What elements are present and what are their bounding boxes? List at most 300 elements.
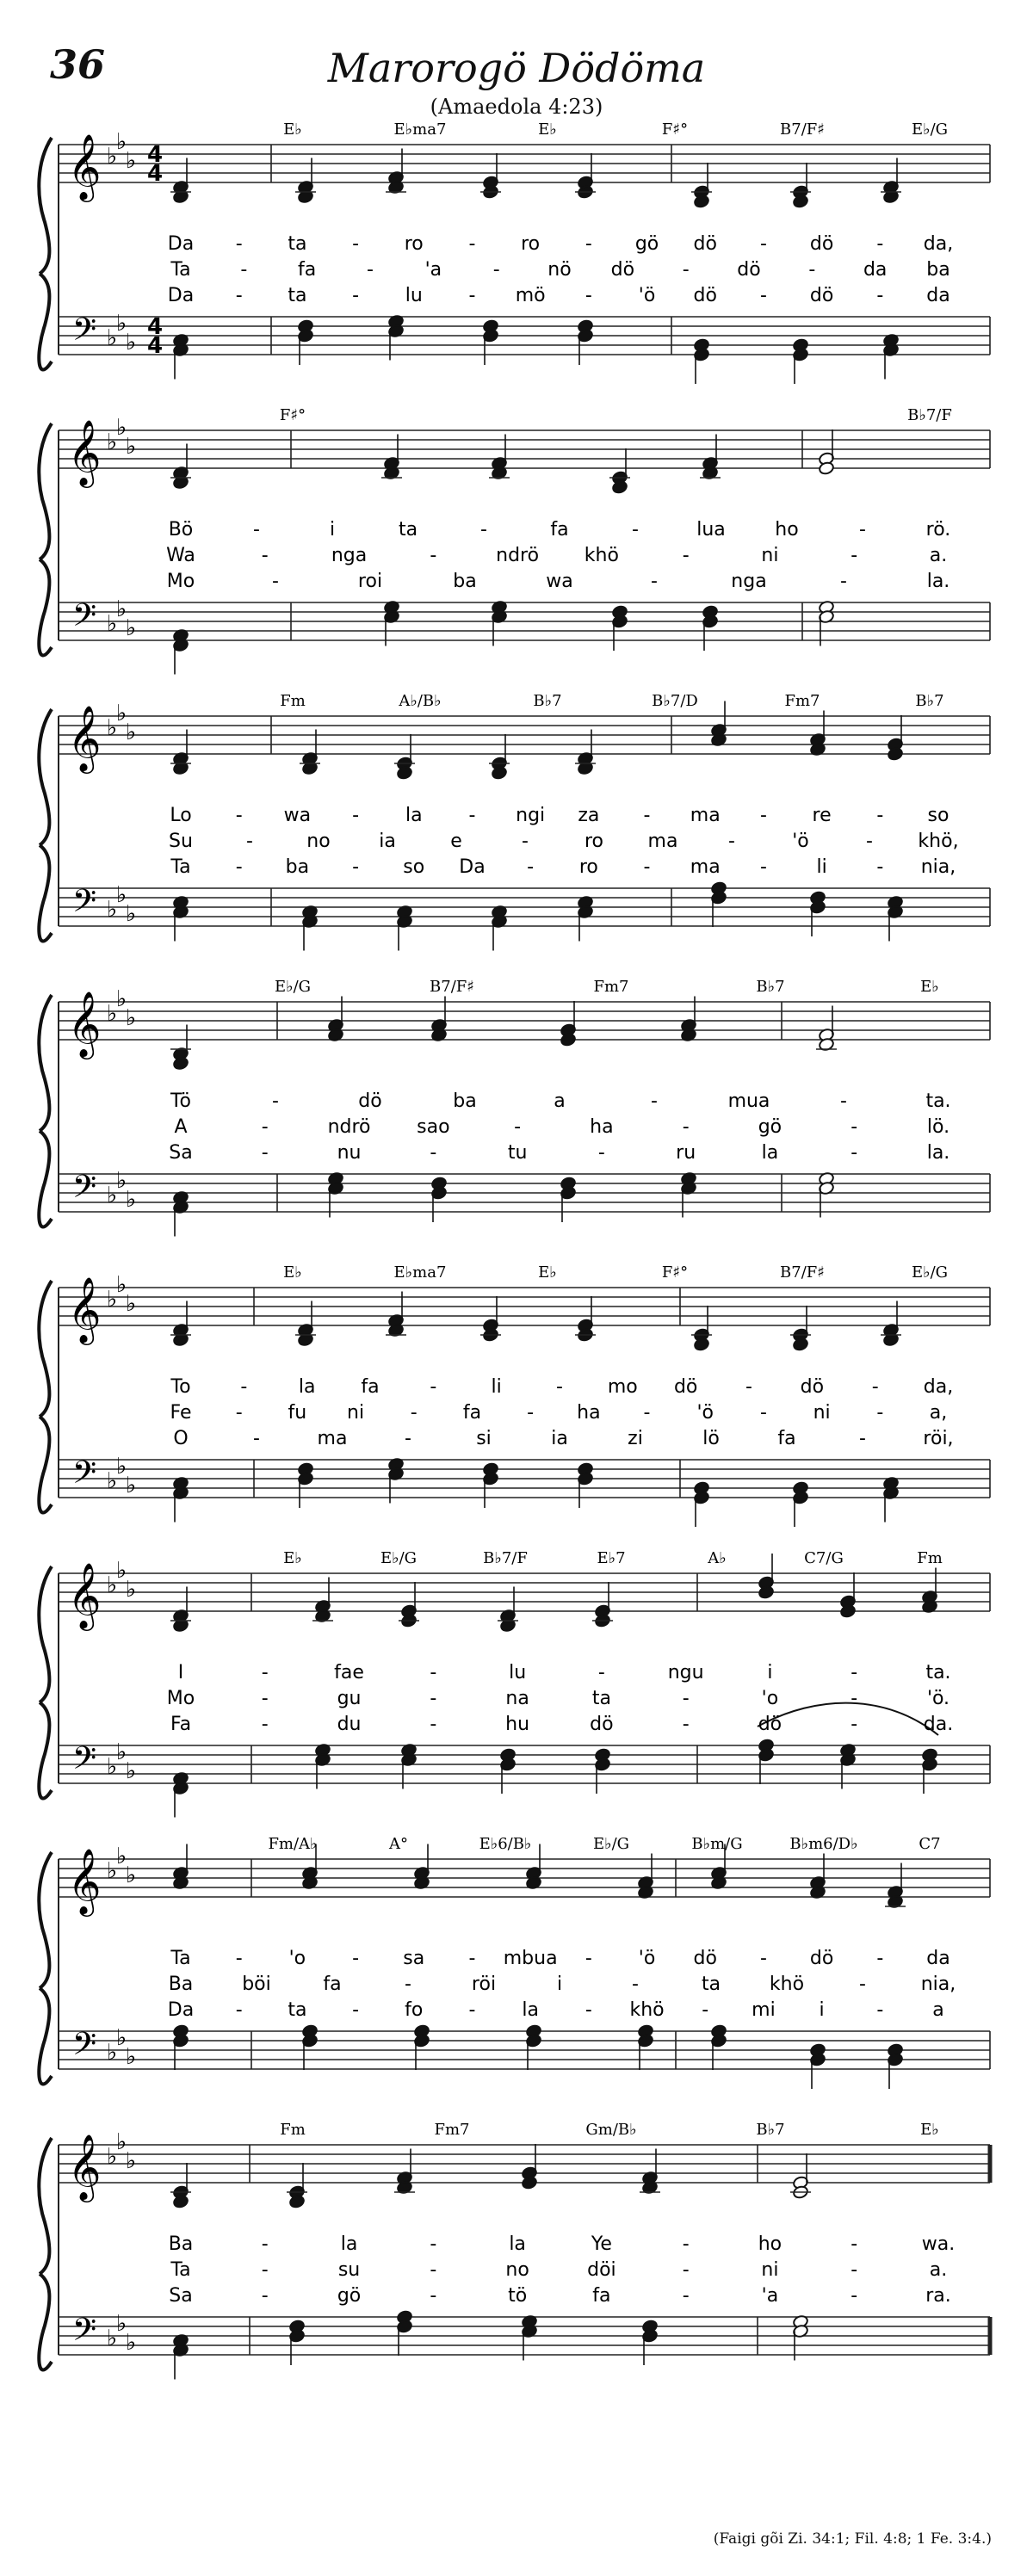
system-7-verse-2-syllable: böi — [242, 1974, 271, 1995]
system-5-chord-symbol: B7/F♯ — [780, 1263, 825, 1282]
system-1-treble-clef-icon: 𝄞 — [67, 133, 102, 200]
system-2-bass-key-flat-icon: ♭ — [106, 611, 118, 637]
system-2-verse-3-syllable: ba — [453, 571, 477, 592]
system-3-verse-1-syllable: ngi — [516, 805, 546, 826]
system-7-verse-2-syllable: ta — [701, 1974, 721, 1995]
system-4-bass-key-flat-icon: ♭ — [115, 1168, 127, 1194]
system-6-verse-1-syllable: - — [261, 1662, 269, 1683]
system-5-treble-key-flat-icon: ♭ — [125, 1291, 137, 1317]
system-6-verse-2-syllable: ta — [591, 1688, 611, 1709]
system-7-verse-2-syllable: röi — [471, 1974, 497, 1995]
system-8-verse-3-syllable: - — [261, 2285, 269, 2307]
system-7-verse-1-syllable: dö — [809, 1948, 834, 1969]
system-4-verse-3-syllable: Sa — [169, 1142, 193, 1164]
system-4-verse-1-syllable: ba — [453, 1090, 477, 1112]
system-2-verse-1-syllable: ho — [775, 519, 799, 541]
system-3-verse-1-syllable: la — [405, 805, 423, 826]
system-6-verse-3-syllable: da. — [923, 1714, 954, 1735]
system-2-bass-clef-icon: 𝄢 — [71, 597, 97, 641]
system-5-verse-1-syllable: - — [240, 1376, 248, 1398]
system-1-verse-1-syllable: - — [759, 233, 767, 255]
system-5-brace-top — [39, 1281, 52, 1417]
system-5-verse-2-syllable: fa — [462, 1402, 482, 1424]
system-8-bass-clef-icon: 𝄢 — [71, 2312, 97, 2356]
system-1-verse-2-syllable: da — [863, 259, 888, 281]
system-7-treble-key-flat-icon: ♭ — [125, 1863, 137, 1888]
system-4-bass-key-flat-icon: ♭ — [106, 1183, 118, 1208]
system-1-bass-time-sig-top: 4 — [146, 314, 164, 340]
system-8-chord-symbol: Fm7 — [434, 2121, 470, 2139]
system-8-verse-3-syllable: - — [430, 2285, 437, 2307]
system-5-verse-3-syllable: si — [476, 1428, 492, 1449]
system-7-verse-2-syllable: i — [556, 1974, 563, 1995]
system-7-treble-key-flat-icon: ♭ — [106, 1858, 118, 1884]
system-7-verse-3-syllable: a — [932, 1999, 944, 2021]
system-8-verse-3-syllable: - — [682, 2285, 690, 2307]
system-1-treble-key-flat-icon: ♭ — [125, 148, 137, 174]
system-1-verse-3-syllable: Da — [167, 285, 195, 306]
system-8-verse-3-syllable: tö — [508, 2285, 528, 2307]
system-4-verse-2-syllable: - — [851, 1116, 858, 1138]
system-2-verse-1-syllable: Bö — [168, 519, 194, 541]
system-1-verse-2-syllable: - — [682, 259, 690, 281]
system-6-verse-1-syllable: i — [767, 1662, 773, 1683]
system-8-verse-2-syllable: Ta — [170, 2259, 191, 2281]
system-8-chord-symbol: B♭7 — [756, 2121, 785, 2139]
system-1-verse-3-syllable: dö — [809, 285, 834, 306]
system-6-verse-3-syllable: Fa — [170, 1714, 192, 1735]
system-5-verse-3-syllable: zi — [628, 1428, 643, 1449]
system-4-chord-symbol: Fm7 — [593, 978, 629, 996]
system-6-verse-2-syllable: - — [851, 1688, 858, 1709]
system-6-brace-top — [39, 1566, 52, 1702]
system-6-verse-2-syllable: - — [682, 1688, 690, 1709]
system-1-verse-1-syllable: - — [235, 233, 243, 255]
system-3-chord-symbol: B♭7 — [915, 692, 944, 710]
system-7-verse-1-syllable: - — [876, 1948, 884, 1969]
system-6-brace-bottom — [39, 1702, 52, 1798]
system-4-verse-3-syllable: la — [761, 1142, 779, 1164]
system-1-verse-1-syllable: dö — [693, 233, 717, 255]
system-4-verse-3-syllable: nu — [337, 1142, 362, 1164]
system-3-chord-symbol: A♭/B♭ — [399, 692, 442, 710]
system-8-verse-2-syllable: su — [337, 2259, 361, 2281]
system-3-verse-1-syllable: Lo — [170, 805, 192, 826]
system-5-verse-1-syllable: To — [170, 1376, 191, 1398]
system-6-verse-3-syllable: dö — [590, 1714, 614, 1735]
system-1-treble-time-sig-top: 4 — [146, 142, 164, 168]
system-1-verse-3-syllable: - — [352, 285, 360, 306]
system-5-verse-2-syllable: fu — [288, 1402, 307, 1424]
system-4-verse-2-syllable: - — [261, 1116, 269, 1138]
system-5-verse-2-syllable: - — [643, 1402, 651, 1424]
system-4-chord-symbol: E♭/G — [274, 978, 312, 996]
system-2-verse-3-syllable: la. — [926, 571, 950, 592]
system-7-verse-3-syllable: khö — [629, 1999, 665, 2021]
system-4-chord-symbol: E♭ — [920, 978, 939, 996]
system-1-verse-2-syllable: - — [492, 259, 500, 281]
system-3-verse-3-syllable: so — [403, 856, 425, 878]
system-1-verse-2-syllable: fa — [298, 259, 317, 281]
system-4-verse-2-syllable: ha — [590, 1116, 614, 1138]
system-5-verse-3-syllable: - — [405, 1428, 411, 1449]
system-3-verse-1-syllable: za — [578, 805, 600, 826]
system-3-chord-symbol: Fm7 — [784, 692, 820, 710]
system-1-verse-3-syllable: - — [759, 285, 767, 306]
system-1-chord-symbol: E♭/G — [911, 120, 949, 139]
system-6-treble-key-flat-icon: ♭ — [125, 1577, 137, 1603]
system-6-verse-2-syllable: na — [505, 1688, 529, 1709]
system-1-verse-1-syllable: - — [468, 233, 476, 255]
system-6-verse-2-syllable: - — [430, 1688, 437, 1709]
system-4-verse-1-syllable: Tö — [170, 1090, 192, 1112]
system-6-chord-symbol: C7/G — [804, 1549, 844, 1567]
system-5-verse-2-syllable: Fe — [170, 1402, 192, 1424]
system-8-verse-1-syllable: la — [340, 2233, 358, 2255]
system-7-verse-3-syllable: - — [702, 1999, 709, 2021]
system-1-treble-key-flat-icon: ♭ — [106, 144, 118, 170]
system-7-verse-2-syllable: - — [859, 1974, 866, 1995]
system-6-verse-2-syllable: 'o — [761, 1688, 779, 1709]
system-8-verse-1-syllable: - — [682, 2233, 690, 2255]
system-4-verse-2-syllable: gö — [758, 1116, 782, 1138]
system-7-verse-3-syllable: - — [235, 1999, 243, 2021]
system-6-tie — [758, 1703, 938, 1735]
system-1-verse-3-syllable: mö — [515, 285, 546, 306]
system-4-verse-1-syllable: dö — [358, 1090, 382, 1112]
system-1-verse-3-syllable: - — [876, 285, 884, 306]
system-4-brace-bottom — [39, 1131, 52, 1226]
system-5-verse-2-syllable: ha — [577, 1402, 601, 1424]
system-1-verse-3-syllable: ta — [288, 285, 307, 306]
system-8-verse-1-syllable: - — [430, 2233, 437, 2255]
hymn-title: Marorogö Dödöma — [327, 45, 706, 91]
system-5-verse-2-syllable: 'ö — [696, 1402, 714, 1424]
system-7-verse-3-syllable: - — [352, 1999, 360, 2021]
system-8-verse-2-syllable: - — [261, 2259, 269, 2281]
system-6-verse-3-syllable: - — [261, 1714, 269, 1735]
system-5-chord-symbol: E♭ — [538, 1263, 557, 1282]
system-7-verse-3-syllable: - — [585, 1999, 592, 2021]
system-2-verse-2-syllable: khö — [584, 545, 619, 566]
system-7-verse-2-syllable: fa — [323, 1974, 342, 1995]
system-4-chord-symbol: B7/F♯ — [430, 978, 474, 996]
system-4-verse-3-syllable: - — [851, 1142, 858, 1164]
system-7-verse-1-syllable: sa — [403, 1948, 425, 1969]
system-5-verse-2-syllable: - — [759, 1402, 767, 1424]
system-3-treble-key-flat-icon: ♭ — [106, 715, 118, 741]
system-3-chord-symbol: B♭7/D — [652, 692, 698, 710]
system-6-verse-2-syllable: - — [261, 1688, 269, 1709]
system-3-verse-3-syllable: - — [527, 856, 535, 878]
system-3-verse-3-syllable: ma — [690, 856, 721, 878]
system-5-bass-key-flat-icon: ♭ — [125, 1473, 137, 1498]
system-7-verse-1-syllable: - — [235, 1948, 243, 1969]
system-1-bass-key-flat-icon: ♭ — [125, 330, 137, 355]
system-5-verse-2-syllable: - — [527, 1402, 535, 1424]
system-2-verse-2-syllable: a. — [929, 545, 948, 566]
system-4-verse-1-syllable: - — [651, 1090, 658, 1112]
system-5-verse-2-syllable: - — [876, 1402, 884, 1424]
system-7-verse-3-syllable: - — [876, 1999, 884, 2021]
system-3-verse-1-syllable: - — [643, 805, 651, 826]
system-3-verse-2-syllable: Su — [169, 831, 193, 852]
system-8-treble-key-flat-icon: ♭ — [106, 2144, 118, 2170]
system-6-verse-1-syllable: - — [851, 1662, 858, 1683]
system-1-verse-3-syllable: lu — [405, 285, 423, 306]
system-2-verse-1-syllable: lua — [696, 519, 726, 541]
system-4-brace-top — [39, 995, 52, 1131]
system-3-brace-bottom — [39, 845, 52, 941]
system-6-verse-2-syllable: 'ö. — [926, 1688, 950, 1709]
system-3-verse-1-syllable: - — [352, 805, 360, 826]
system-2-verse-1-syllable: - — [632, 519, 639, 541]
system-1-verse-3-syllable: dö — [693, 285, 717, 306]
system-8-verse-3-syllable: ra. — [925, 2285, 951, 2307]
system-6-verse-3-syllable: - — [430, 1714, 437, 1735]
system-5-verse-2-syllable: - — [410, 1402, 418, 1424]
system-4-bass-key-flat-icon: ♭ — [125, 1187, 137, 1213]
system-8-verse-1-syllable: Ba — [168, 2233, 194, 2255]
system-1-verse-2-syllable: dö — [610, 259, 635, 281]
system-7-brace-top — [39, 1852, 52, 1988]
system-2-verse-3-syllable: - — [272, 571, 279, 592]
system-8-chord-symbol: Gm/B♭ — [585, 2121, 637, 2139]
system-7-chord-symbol: E♭6/B♭ — [479, 1835, 532, 1853]
system-1-verse-2-syllable: ba — [926, 259, 950, 281]
system-1-verse-1-syllable: - — [876, 233, 884, 255]
system-6-verse-3-syllable: du — [337, 1714, 362, 1735]
system-1-verse-3-syllable: - — [235, 285, 243, 306]
system-3-verse-3-syllable: - — [352, 856, 360, 878]
system-7-verse-1-syllable: - — [352, 1948, 360, 1969]
system-4-treble-key-flat-icon: ♭ — [115, 986, 127, 1012]
system-2-verse-1-syllable: ta — [398, 519, 418, 541]
system-7-chord-symbol: B♭m6/D♭ — [789, 1835, 858, 1853]
system-1-bass-time-sig-bottom: 4 — [146, 333, 164, 359]
system-3-verse-1-syllable: - — [235, 805, 243, 826]
system-2-bass-key-flat-icon: ♭ — [115, 596, 127, 622]
system-7-verse-3-syllable: la — [522, 1999, 539, 2021]
system-1-verse-2-syllable: - — [367, 259, 374, 281]
system-1-verse-2-syllable: - — [240, 259, 248, 281]
system-3-verse-3-syllable: - — [876, 856, 884, 878]
system-8-verse-2-syllable: ni — [761, 2259, 779, 2281]
system-1-chord-symbol: E♭ — [538, 120, 557, 139]
system-3-verse-1-syllable: - — [468, 805, 476, 826]
system-1-verse-1-syllable: ro — [521, 233, 541, 255]
system-7-chord-symbol: Fm/A♭ — [268, 1835, 318, 1853]
system-3-bass-clef-icon: 𝄢 — [71, 883, 97, 927]
system-6-chord-symbol: E♭/G — [380, 1549, 418, 1567]
system-7-chord-symbol: E♭/G — [592, 1835, 630, 1853]
system-3-verse-3-syllable: li — [816, 856, 827, 878]
system-7-bass-key-flat-icon: ♭ — [106, 2040, 118, 2066]
system-6-verse-1-syllable: lu — [509, 1662, 527, 1683]
system-8-verse-2-syllable: - — [682, 2259, 690, 2281]
system-7-bass-clef-icon: 𝄢 — [71, 2026, 97, 2070]
system-6-chord-symbol: E♭7 — [597, 1549, 626, 1567]
system-1-verse-1-syllable: Da — [167, 233, 195, 255]
system-7-treble-clef-icon: 𝄞 — [67, 1848, 102, 1914]
system-7-verse-2-syllable: khö — [769, 1974, 805, 1995]
system-1-verse-1-syllable: gö — [634, 233, 659, 255]
system-3-verse-3-syllable: nia, — [920, 856, 956, 878]
system-7-bass-key-flat-icon: ♭ — [125, 2044, 137, 2070]
system-1-bass-key-flat-icon: ♭ — [106, 325, 118, 351]
system-3-verse-1-syllable: so — [927, 805, 949, 826]
system-2-verse-2-syllable: - — [430, 545, 437, 566]
system-3-verse-1-syllable: ma — [690, 805, 721, 826]
system-7-verse-1-syllable: dö — [693, 1948, 717, 1969]
system-8-chord-symbol: E♭ — [920, 2121, 939, 2139]
system-8-verse-3-syllable: gö — [337, 2285, 362, 2307]
system-2-verse-3-syllable: - — [651, 571, 658, 592]
system-8-verse-2-syllable: no — [505, 2259, 529, 2281]
system-5-bass-key-flat-icon: ♭ — [106, 1468, 118, 1494]
system-3-verse-2-syllable: - — [522, 831, 529, 852]
system-3-bass-key-flat-icon: ♭ — [115, 882, 127, 908]
system-1-chord-symbol: E♭ma7 — [393, 120, 447, 139]
system-6-verse-2-syllable: Mo — [166, 1688, 195, 1709]
system-4-verse-3-syllable: la. — [926, 1142, 950, 1164]
system-2-treble-key-flat-icon: ♭ — [125, 434, 137, 460]
system-8-verse-3-syllable: - — [851, 2285, 858, 2307]
system-6-verse-3-syllable: - — [682, 1714, 690, 1735]
system-3-verse-2-syllable: - — [246, 831, 253, 852]
system-6-verse-3-syllable: dö — [758, 1714, 782, 1735]
system-4-treble-key-flat-icon: ♭ — [125, 1005, 137, 1031]
system-1-chord-symbol: F♯° — [661, 120, 689, 139]
system-7-verse-2-syllable: nia, — [920, 1974, 956, 1995]
system-5-brace-bottom — [39, 1417, 52, 1512]
hymn-subtitle: (Amaedola 4:23) — [430, 95, 603, 119]
system-3-treble-key-flat-icon: ♭ — [115, 701, 127, 726]
system-1-verse-1-syllable: da, — [923, 233, 954, 255]
system-1-verse-1-syllable: - — [352, 233, 360, 255]
system-2-verse-2-syllable: - — [682, 545, 690, 566]
system-5-treble-key-flat-icon: ♭ — [106, 1287, 118, 1313]
system-8-chord-symbol: Fm — [280, 2121, 306, 2139]
system-8-treble-clef-icon: 𝄞 — [67, 2134, 102, 2200]
system-4-verse-3-syllable: - — [261, 1142, 269, 1164]
system-1-brace-bottom — [39, 274, 52, 369]
system-4-verse-2-syllable: lö. — [926, 1116, 950, 1138]
system-2-verse-3-syllable: - — [840, 571, 847, 592]
system-6-treble-key-flat-icon: ♭ — [106, 1572, 118, 1598]
system-5-verse-3-syllable: ma — [317, 1428, 348, 1449]
system-4-verse-3-syllable: ru — [676, 1142, 696, 1164]
system-2-verse-2-syllable: - — [261, 545, 269, 566]
system-2-chord-symbol: B♭7/F — [907, 406, 952, 424]
system-2-verse-3-syllable: wa — [546, 571, 573, 592]
system-5-verse-1-syllable: - — [556, 1376, 563, 1398]
system-3-verse-2-syllable: - — [866, 831, 873, 852]
system-8-verse-2-syllable: döi — [587, 2259, 616, 2281]
system-2-verse-3-syllable: Mo — [166, 571, 195, 592]
system-6-verse-1-syllable: ngu — [667, 1662, 704, 1683]
system-2-verse-1-syllable: rö. — [925, 519, 951, 541]
system-3-verse-3-syllable: ba — [285, 856, 310, 878]
system-1-verse-1-syllable: ta — [288, 233, 307, 255]
system-3-verse-2-syllable: no — [306, 831, 331, 852]
system-7-verse-2-syllable: - — [632, 1974, 639, 1995]
system-4-verse-1-syllable: - — [272, 1090, 279, 1112]
system-3-verse-3-syllable: - — [643, 856, 651, 878]
system-7-chord-symbol: A° — [389, 1835, 408, 1853]
system-4-verse-1-syllable: - — [840, 1090, 847, 1112]
system-6-bass-clef-icon: 𝄢 — [71, 1740, 97, 1784]
system-3-bass-key-flat-icon: ♭ — [106, 897, 118, 923]
system-1-bass-key-flat-icon: ♭ — [115, 311, 127, 337]
system-6-verse-1-syllable: - — [430, 1662, 437, 1683]
system-3-chord-symbol: B♭7 — [533, 692, 562, 710]
system-2-verse-3-syllable: roi — [357, 571, 383, 592]
system-3-verse-1-syllable: wa — [283, 805, 312, 826]
system-3-brace-top — [39, 709, 52, 845]
system-2-verse-2-syllable: ndrö — [496, 545, 540, 566]
system-6-verse-1-syllable: I — [177, 1662, 184, 1683]
system-8-treble-key-flat-icon: ♭ — [125, 2148, 137, 2174]
system-2-verse-3-syllable: nga — [731, 571, 767, 592]
system-2-verse-2-syllable: - — [851, 545, 858, 566]
system-6-chord-symbol: A♭ — [708, 1549, 727, 1567]
system-5-verse-1-syllable: da, — [923, 1376, 954, 1398]
system-2-treble-key-flat-icon: ♭ — [106, 429, 118, 455]
system-5-treble-key-flat-icon: ♭ — [115, 1272, 127, 1298]
system-6-verse-1-syllable: - — [597, 1662, 605, 1683]
system-3-bass-key-flat-icon: ♭ — [125, 901, 137, 927]
system-5-verse-2-syllable: ni — [347, 1402, 365, 1424]
system-8-verse-1-syllable: Ye — [591, 2233, 612, 2255]
system-7-chord-symbol: B♭m/G — [691, 1835, 743, 1853]
system-4-verse-3-syllable: tu — [507, 1142, 528, 1164]
system-5-verse-3-syllable: ia — [551, 1428, 568, 1449]
system-8-verse-2-syllable: a. — [929, 2259, 948, 2281]
system-5-verse-2-syllable: - — [235, 1402, 243, 1424]
system-5-verse-1-syllable: dö — [673, 1376, 698, 1398]
system-4-verse-2-syllable: sao — [417, 1116, 450, 1138]
system-4-bass-clef-icon: 𝄢 — [71, 1169, 97, 1213]
system-5-verse-1-syllable: - — [430, 1376, 437, 1398]
system-7-verse-3-syllable: mi — [752, 1999, 776, 2021]
system-8-verse-1-syllable: - — [261, 2233, 269, 2255]
system-7-verse-3-syllable: i — [819, 1999, 825, 2021]
system-8-bass-key-flat-icon: ♭ — [125, 2330, 137, 2356]
system-6-treble-clef-icon: 𝄞 — [67, 1562, 102, 1628]
system-7-verse-1-syllable: mbua — [503, 1948, 558, 1969]
system-8-brace-bottom — [39, 2274, 52, 2369]
system-2-chord-symbol: F♯° — [279, 406, 306, 424]
system-7-treble-key-flat-icon: ♭ — [115, 1844, 127, 1869]
system-4-verse-1-syllable: a — [554, 1090, 566, 1112]
system-5-chord-symbol: F♯° — [661, 1263, 689, 1282]
system-5-chord-symbol: E♭/G — [911, 1263, 949, 1282]
system-5-verse-2-syllable: a, — [929, 1402, 948, 1424]
system-5-verse-1-syllable: li — [491, 1376, 502, 1398]
system-4-verse-3-syllable: - — [597, 1142, 605, 1164]
system-3-verse-2-syllable: ma — [647, 831, 678, 852]
system-1-treble-time-sig-bottom: 4 — [146, 161, 164, 187]
system-7-verse-3-syllable: fo — [405, 1999, 424, 2021]
system-4-verse-1-syllable: ta. — [925, 1090, 951, 1112]
system-2-treble-key-flat-icon: ♭ — [115, 415, 127, 441]
system-5-treble-clef-icon: 𝄞 — [67, 1276, 102, 1343]
system-5-chord-symbol: E♭ — [283, 1263, 302, 1282]
system-1-verse-3-syllable: 'ö — [638, 285, 656, 306]
system-2-verse-2-syllable: Wa — [166, 545, 195, 566]
system-8-verse-1-syllable: wa. — [921, 2233, 956, 2255]
